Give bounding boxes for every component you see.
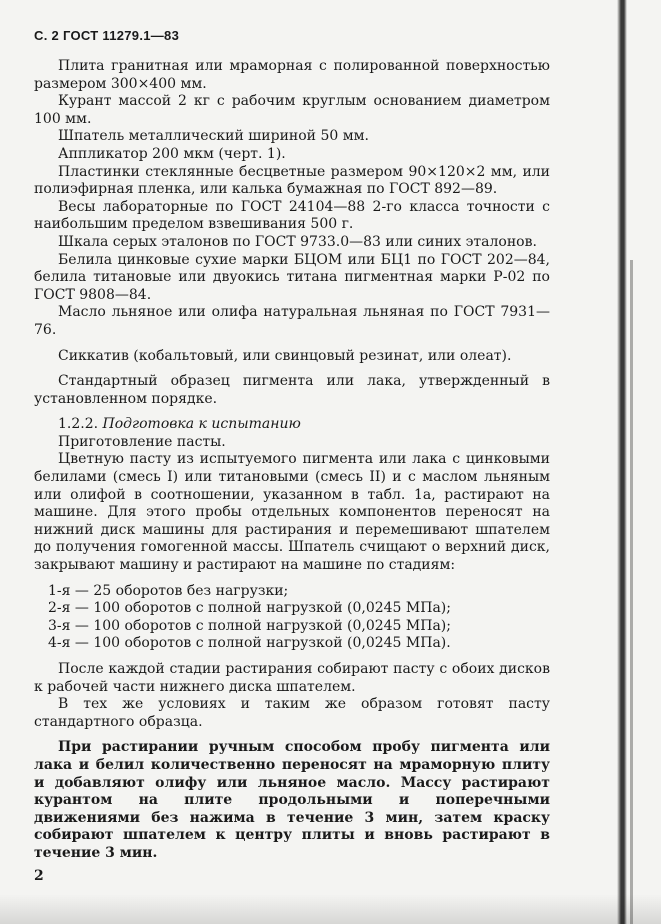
page-header: С. 2 ГОСТ 11279.1—83 <box>34 28 180 43</box>
paragraph: Стандартный образец пигмента или лака, утвержденный в установленном порядке. <box>34 373 550 407</box>
stage-list <box>34 583 550 653</box>
document-body <box>34 58 550 863</box>
paragraph: Шкала серых эталонов по ГОСТ 9733.0—83 или синих эталонов. <box>58 233 537 250</box>
paragraph: Белила цинковые сухие марки БЦОМ или БЦ1 по ГОСТ 202—84, белила титановые или двуокись титана пигментная марки Р-02 по ГОСТ 9808—84. <box>34 251 550 303</box>
paragraph: Плита гранитная или мраморная с полированной поверхностью размером 300×400 мм. <box>34 58 550 92</box>
sub-heading: Приготовление пасты. <box>58 433 226 450</box>
paragraph: При растирании ручным способом пробу пигмента или лака и белил количественно переносят на мраморную плиту и добавляют олифу или льняное масло. Массу растирают курантом на плите продольными и поперечными движениями без нажима в течение 3 мин, затем краску собирают шпателем к центру плиты и вновь растирают в течение 3 мин. <box>34 739 550 861</box>
scan-bottom-shadow <box>0 894 661 924</box>
scan-edge-line <box>630 260 633 924</box>
section-heading <box>34 416 550 434</box>
paragraph: Курант массой 2 кг с рабочим круглым основанием диаметром 100 мм. <box>34 93 550 127</box>
list-item: 2-я — 100 оборотов с полной нагрузкой (0,0245 МПа); <box>48 600 451 617</box>
paragraph: Аппликатор 200 мкм (черт. 1). <box>58 145 286 162</box>
paragraph: Сиккатив (кобальтовый, или свинцовый резинат, или олеат). <box>58 347 512 364</box>
paragraph: После каждой стадии растирания собирают пасту с обоих дисков к рабочей части нижнего диска шпателем. <box>34 661 550 695</box>
paragraph: Пластинки стеклянные бесцветные размером 90×120×2 мм, или полиэфирная пленка, или калька бумажная по ГОСТ 892—89. <box>34 163 550 198</box>
list-item: 1-я — 25 оборотов без нагрузки; <box>48 582 289 599</box>
section-number: 1.2.2. <box>58 416 99 433</box>
scan-edge-shadow <box>617 0 627 924</box>
paragraph: Весы лабораторные по ГОСТ 24104—88 2-го класса точности с наибольшим пределом взвешивания 500 г. <box>34 198 550 233</box>
paragraph: Масло льняное или олифа натуральная льняная по ГОСТ 7931—76. <box>34 304 550 338</box>
list-item: 3-я — 100 оборотов с полной нагрузкой (0,0245 МПа); <box>48 617 451 634</box>
section-title: Подготовка к испытанию <box>102 416 301 433</box>
list-item: 4-я — 100 оборотов с полной нагрузкой (0,0245 МПа). <box>48 635 451 652</box>
page-number: 2 <box>34 868 44 884</box>
paragraph: Шпатель металлический шириной 50 мм. <box>58 128 369 145</box>
paragraph: Цветную пасту из испытуемого пигмента или лака с цинковыми белилами (смесь I) или титановыми (смесь II) и с маслом льняным или олифой в соотношении, указанном в табл. 1а, растирают на машине. Для этого пробы отдельных компонентов переносят на нижний диск машины для растирания и перемешивают шпателем до получения гомогенной массы. Шпатель счищают о верхний диск, закрывают машину и растирают на машине по стадиям: <box>34 451 550 574</box>
paragraph: В тех же условиях и таким же образом готовят пасту стандартного образца. <box>34 696 550 730</box>
